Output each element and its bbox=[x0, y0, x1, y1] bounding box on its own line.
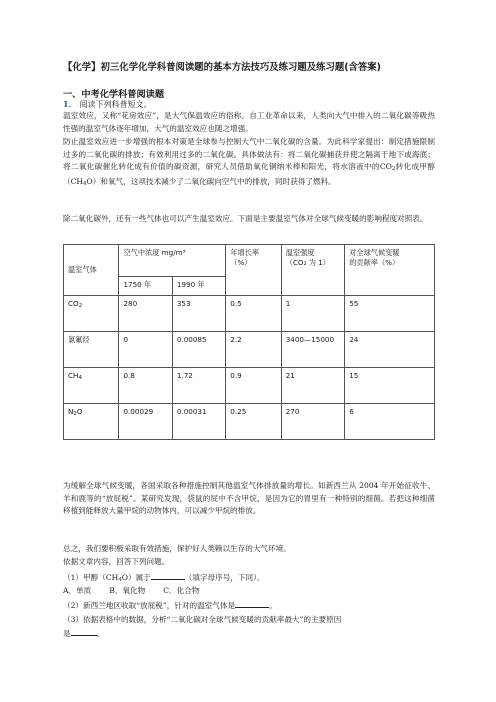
option-c: C．化合物 bbox=[163, 586, 200, 595]
answer-blank[interactable] bbox=[71, 627, 97, 636]
paragraph-3: 除二氧化碳外，还有一些气体也可以产生温室效应。下面是主要温室气体对全球气候变暖的影响程度对照表。 bbox=[63, 214, 428, 223]
cell-growth: 0.5 bbox=[226, 296, 281, 332]
cell-1750: 0.00029 bbox=[119, 404, 172, 440]
header-year-1990: 1990 年 bbox=[172, 277, 225, 296]
paragraph-5: 总之，我们要积极采取有效措施，保护好人类赖以生存的大气环境。 bbox=[63, 544, 291, 553]
question-intro: 阅读下列科普短文。 bbox=[79, 100, 152, 109]
cell-strength: 270 bbox=[281, 404, 345, 440]
header-growth: 年增长率 （%） bbox=[226, 245, 281, 296]
question-heading bbox=[63, 99, 152, 110]
cell-strength: 21 bbox=[281, 368, 345, 404]
answer-blank[interactable] bbox=[151, 571, 185, 580]
cell-strength: 1 bbox=[281, 296, 345, 332]
paragraph-2: 防止温室效应进一步增强的根本对策是全球参与控制大气中二氧化碳的含量。为此科学家提出：制定措施限制过多的二氧化碳的排放；有效利用过多的二氧化碳。具体做法有：将二氧化碳捕获并使之隔离于地下或海底；将二氧化碳催化转化成有价值的碳资源，研究人员借助氧化铜纳米棒和阳光，将水溶液中的CO2转化成甲醇（CH4O）和氧气，这项技术减少了二氧化碳向空气中的排放，同时获得了燃料。 bbox=[63, 137, 435, 187]
cell-1990: 353 bbox=[172, 296, 225, 332]
cell-contribution: 15 bbox=[345, 368, 435, 404]
header-year-1750: 1750 年 bbox=[119, 277, 172, 296]
table-row bbox=[64, 332, 435, 368]
option-b: B．氧化物 bbox=[109, 586, 146, 595]
cell-gas: CH4 bbox=[64, 368, 119, 404]
option-a: A．单质 bbox=[63, 586, 92, 595]
paragraph-1: 温室效应，又称“花房效应”，是大气保温效应的俗称。自工业革命以来，人类向大气中排入的二氧化碳等吸热性强的温室气体逐年增加，大气的温室效应也随之增强。 bbox=[63, 111, 435, 133]
cell-1750: 0.8 bbox=[119, 368, 172, 404]
cell-1990: 0.00031 bbox=[172, 404, 225, 440]
header-contribution: 对全球气候变暖 的贡献率（%） bbox=[345, 245, 435, 296]
subquestion-3: （3）依据表格中的数据，分析“二氧化碳对全球气候变暖的贡献率最大”的主要原因 是 。 bbox=[63, 615, 342, 638]
cell-contribution: 24 bbox=[345, 332, 435, 368]
table-row bbox=[64, 296, 435, 332]
question-number: 1． bbox=[63, 99, 77, 109]
cell-growth: 2.2 bbox=[226, 332, 281, 368]
cell-1990: 1.72 bbox=[172, 368, 225, 404]
greenhouse-gas-table bbox=[63, 244, 435, 440]
paragraph-4: 为缓解全球气候变暖，各国采取各种措施控制其他温室气体排放量的增长。如新西兰从 2004 年开始征收牛、羊和鹿等的“放屁税”。某研究发现，袋鼠的屁中不含甲烷，是因为它的胃里有一种特别的细菌。若把这种细菌移植到能释放大量甲烷的动物体内，可以减少甲烷的排放。 bbox=[63, 481, 435, 516]
cell-gas: N2O bbox=[64, 404, 119, 440]
cell-1990: 0.00085 bbox=[172, 332, 225, 368]
answer-blank[interactable] bbox=[235, 599, 269, 608]
header-strength: 温室强度 （CO₂ 为 1） bbox=[281, 245, 345, 296]
header-gas: 温室气体 bbox=[64, 245, 119, 296]
table-row bbox=[64, 368, 435, 404]
section-heading: 一、中考化学科普阅读题 bbox=[63, 89, 165, 100]
cell-1750: 280 bbox=[119, 296, 172, 332]
cell-1750: 0 bbox=[119, 332, 172, 368]
subquestion-1-options bbox=[63, 585, 435, 598]
table-row bbox=[64, 404, 435, 440]
cell-strength: 3400—15000 bbox=[281, 332, 345, 368]
cell-gas: 氯氟烃 bbox=[64, 332, 119, 368]
cell-growth: 0.25 bbox=[226, 404, 281, 440]
paragraph-6: 依据文章内容，回答下列问题。 bbox=[63, 557, 170, 566]
subquestion-1: （1）甲醇（CH4O）属于 （填字母序号，下同）。 bbox=[63, 573, 265, 583]
subquestion-2: （2）新西兰地区收取“放屁税”，针对的温室气体是 。 bbox=[63, 601, 277, 610]
cell-contribution: 55 bbox=[345, 296, 435, 332]
cell-contribution: 6 bbox=[345, 404, 435, 440]
document-title: 【化学】初三化学化学科普阅读题的基本方法技巧及练习题及练习题(含答案) bbox=[63, 62, 381, 73]
cell-growth: 0.9 bbox=[226, 368, 281, 404]
cell-gas: CO2 bbox=[64, 296, 119, 332]
header-concentration: 空气中浓度 mg/m³ bbox=[119, 245, 226, 277]
